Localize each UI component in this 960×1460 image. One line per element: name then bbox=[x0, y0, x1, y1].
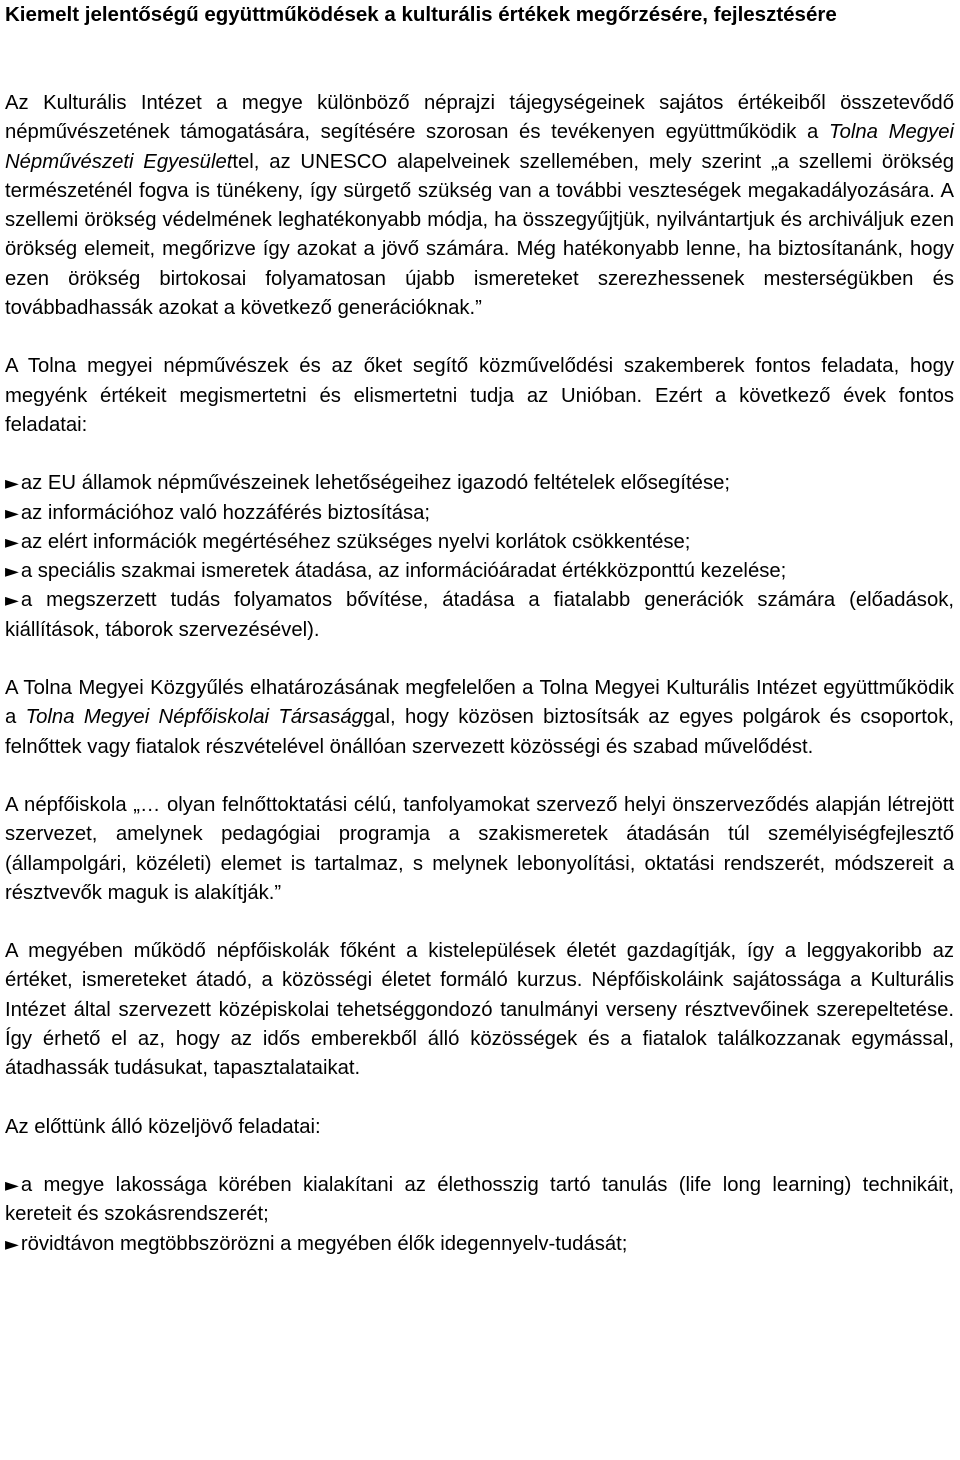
list-item: ►az információhoz való hozzáférés biztosítása; bbox=[5, 501, 431, 524]
paragraph-folk-high-schools: A megyében működő népfőiskolák főként a kistelepülések életét gazdagítják, így a leggyakoribb az értéket, ismereteket átadó, a közösségi életet formáló kurzus. Népfőiskoláink sajátossága a Kulturális Intézet által szervezett középiskolai tehetséggondozó tanulmányi verseny résztvevőinek szerepeltetése. Így érhető el az, hogy az idős emberekből álló közösségek és a fiatalok találkozzanak egymással, átadhassák tudásukat, tapasztalataikat. bbox=[5, 940, 954, 1080]
bullet-arrow-icon: ► bbox=[5, 473, 19, 495]
task-list bbox=[5, 469, 954, 645]
list-item: ►a megszerzett tudás folyamatos bővítése, átadása a fiatalabb generációk számára (előadások, kiállítások, táborok szervezésével). bbox=[5, 589, 954, 641]
organization-name: Tolna Megyei Népművészeti Egyesület bbox=[5, 121, 954, 173]
paragraph-unesco: Az Kulturális Intézet a megye különböző néprajzi tájegységeinek sajátos értékeiből összetevődő népművészetének támogatására, segítésére szorosan és tevékenyen együttműködik a Tolna Megyei Népművészeti Egyesülettel, az UNESCO alapelveinek szellemében, mely szerint „a szellemi örökség természeténél fogva is tünékeny, így sürgető szükség van a további veszteségek megakadályozására. A szellemi örökség védelmének leghatékonyabb módja, ha összegyűjtjük, nyilvántartjuk és archiváljuk ezen örökség elemeit, megőrizve így azokat a jövő számára. Még hatékonyabb lenne, ha biztosítanánk, hogy ezen örökség birtokosai folyamatosan újabb ismereteket szerezhessenek mesterségükben és továbbadhassák azokat a következő generációknak.” bbox=[5, 92, 955, 320]
paragraph-folk-high-school-definition: A népfőiskola „… olyan felnőttoktatási célú, tanfolyamokat szervező helyi önszerveződés alapján létrejött szervezet, amelynek pedagógiai programja a szakismeretek átadásán túl személyiségfejlesztő (állampolgári, közéleti) elemet is tartalmaz, s melynek lebonyolítási, oktatási rendszerét, módszereit a résztvevők maguk is alakítják.” bbox=[5, 793, 954, 904]
future-task-list bbox=[5, 1171, 954, 1259]
paragraph-future-tasks-intro: Az előttünk álló közeljövő feladatai: bbox=[5, 1115, 321, 1138]
bullet-arrow-icon: ► bbox=[5, 502, 19, 524]
list-item: ►rövidtávon megtöbbszörözni a megyében élők idegennyelv-tudását; bbox=[5, 1232, 628, 1255]
bullet-arrow-icon: ► bbox=[5, 531, 19, 553]
bullet-arrow-icon: ► bbox=[5, 1233, 19, 1255]
list-item: ►az EU államok népművészeinek lehetőségeihez igazodó feltételek elősegítése; bbox=[5, 472, 730, 495]
paragraph-cooperation: A Tolna Megyei Közgyűlés elhatározásának megfelelően a Tolna Megyei Kulturális Intézet együttműködik a Tolna Megyei Népfőiskolai Társasággal, hogy közösen biztosítsák az egyes polgárok és csoportok, felnőttek vagy fiatalok részvételével önállóan szervezett közösségi és szabad művelődést. bbox=[5, 677, 954, 758]
paragraph-tasks-intro: A Tolna megyei népművészek és az őket segítő közművelődési szakemberek fontos feladata, hogy megyénk értékeit megismertetni és elismertetni tudja az Unióban. Ezért a következő évek fontos feladatai: bbox=[5, 355, 954, 436]
list-item: ►a megye lakossága körében kialakítani az élethosszig tartó tanulás (life long learning) technikáit, kereteit és szokásrendszerét; bbox=[5, 1173, 954, 1226]
bullet-arrow-icon: ► bbox=[5, 590, 19, 612]
list-item: ►az elért információk megértéséhez szükséges nyelvi korlátok csökkentése; bbox=[5, 530, 691, 553]
organization-name: Tolna Megyei Népfőiskolai Társaság bbox=[25, 706, 363, 729]
list-item: ►a speciális szakmai ismeretek átadása, az információáradat értékközponttú kezelése; bbox=[5, 560, 787, 583]
bullet-arrow-icon: ► bbox=[5, 1174, 19, 1196]
bullet-arrow-icon: ► bbox=[5, 561, 19, 583]
document-title: Kiemelt jelentőségű együttműködések a kulturális értékek megőrzésére, fejlesztésére bbox=[5, 3, 837, 26]
